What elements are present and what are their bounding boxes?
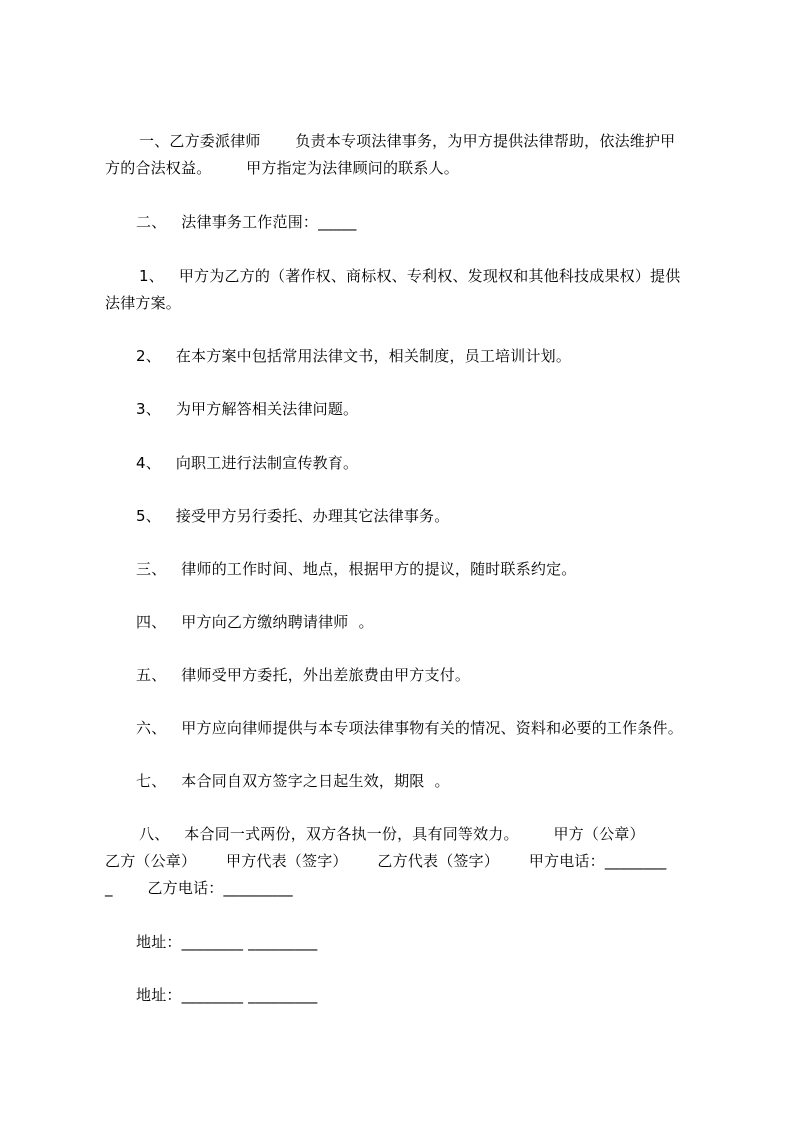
address-line-1: 地址：________ _________ xyxy=(136,933,318,951)
item-1-line-1: 1、 甲方为乙方的（著作权、商标权、专利权、发现权和其他科技成果权）提供 xyxy=(139,267,681,285)
item-4: 4、 向职工进行法制宣传教育。 xyxy=(136,454,359,472)
clause-7: 七、 本合同自双方签字之日起生效，期限 。 xyxy=(136,772,450,790)
clause-2: 二、 法律事务工作范围：_____ xyxy=(136,213,357,231)
item-2: 2、 在本方案中包括常用法律文书，相关制度，员工培训计划。 xyxy=(136,347,572,365)
signature-line: 乙方（公章） 甲方代表（签字） 乙方代表（签字） 甲方电话：________ xyxy=(105,852,667,870)
item-3: 3、 为甲方解答相关法律问题。 xyxy=(136,400,359,418)
clause-3: 三、 律师的工作时间、地点，根据甲方的提议，随时联系约定。 xyxy=(136,560,577,578)
clause-1-line-1: 一、乙方委派律师 负责本专项法律事务，为甲方提供法律帮助，依法维护甲 xyxy=(139,132,676,150)
clause-4: 四、 甲方向乙方缴纳聘请律师 。 xyxy=(136,613,374,631)
clause-1-line-2: 方的合法权益。 甲方指定为法律顾问的联系人。 xyxy=(105,159,459,177)
clause-8-line-1: 八、 本合同一式两份，双方各执一份，具有同等效力。 甲方（公章） xyxy=(139,825,645,843)
item-5: 5、 接受甲方另行委托、办理其它法律事务。 xyxy=(136,507,450,525)
item-1-line-2: 法律方案。 xyxy=(105,294,182,312)
clause-6: 六、 甲方应向律师提供与本专项法律事物有关的情况、资料和必要的工作条件。 xyxy=(136,719,683,737)
clause-5: 五、 律师受甲方委托，外出差旅费由甲方支付。 xyxy=(136,666,471,684)
phone-line: _ 乙方电话：_________ xyxy=(105,879,293,897)
address-line-2: 地址：________ _________ xyxy=(136,986,318,1004)
